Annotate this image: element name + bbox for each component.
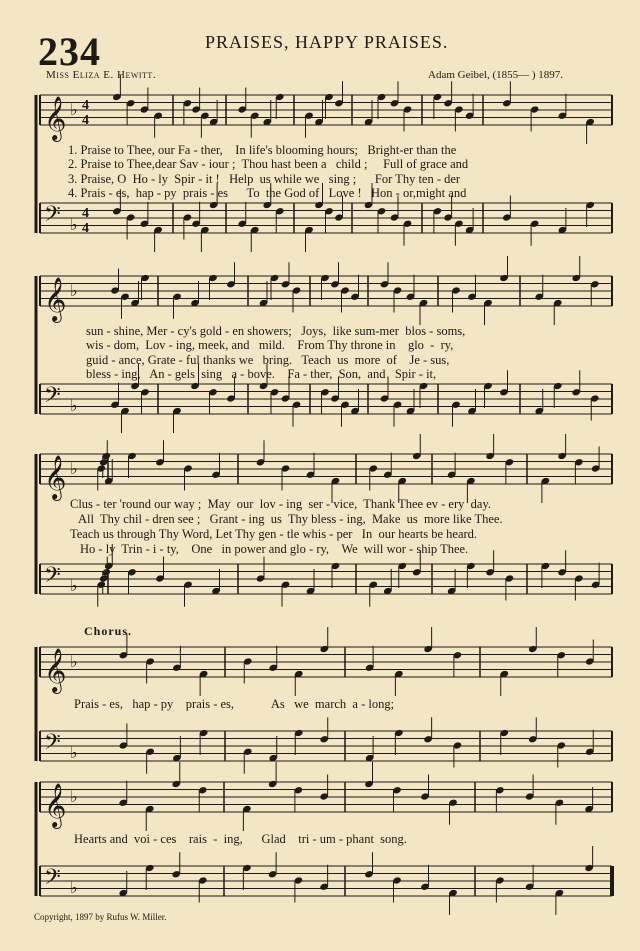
treble-clef-icon: 𝄞: [44, 648, 67, 692]
verse-3-line-b: guid - ance, Grate - ful thanks we bring. Teach us more of Je - sus,: [86, 353, 450, 367]
verse-1-line-a: 1. Praise to Thee, our Fa - ther, In life's blooming hours; Bright-er than the: [68, 143, 457, 157]
treble-clef-icon: 𝄞: [44, 455, 67, 499]
time-signature: 4: [82, 206, 89, 221]
bass-clef-icon: 𝄢: [44, 865, 61, 895]
flat-sign-icon: ♭: [70, 880, 78, 897]
time-signature: 4: [82, 113, 89, 128]
treble-clef-icon: 𝄞: [44, 96, 67, 140]
flat-sign-icon: ♭: [70, 283, 78, 300]
flat-sign-icon: ♭: [70, 654, 78, 671]
lyricist-credit: Miss Eliza E. Hewitt.: [46, 69, 157, 81]
verse-4-line-c: Ho - ly Trin - i - ty, One in power and glo - ry, We will wor - ship Thee.: [80, 542, 469, 556]
flat-sign-icon: ♭: [70, 745, 78, 762]
chorus-line-1: Prais - es, hap - py prais - es, As we march a - long;: [74, 697, 395, 711]
flat-sign-icon: ♭: [70, 217, 78, 234]
verse-2-line-a: 2. Praise to Thee,dear Sav - iour ; Thou hast been a child ; Full of grace and: [68, 157, 469, 171]
time-signature: 4: [82, 221, 89, 236]
bass-clef-icon: 𝄢: [44, 730, 61, 760]
verse-2-line-b: wis - dom, Lov - ing, meek, and mild. From Thy throne in glo - ry,: [86, 338, 454, 352]
bass-clef-icon: 𝄢: [44, 202, 61, 232]
flat-sign-icon: ♭: [70, 789, 78, 806]
chorus-heading: Chorus.: [84, 624, 133, 638]
verse-4-line-a: 4. Prais - es, hap - py prais - es To the God of Love ! Hon - or,might and: [68, 186, 467, 200]
verse-1-line-c: Clus - ter 'round our way ; May our lov - ing ser - vice, Thank Thee ev - ery day.: [70, 497, 492, 511]
flat-sign-icon: ♭: [70, 578, 78, 595]
verse-3-line-c: Teach us through Thy Word, Let Thy gen - tle whis - per In our hearts be heard.: [70, 527, 478, 541]
verse-3-line-a: 3. Praise, O Ho - ly Spir - it ! Help us while we sing ; For Thy ten - der: [68, 172, 461, 186]
verse-4-line-b: bless - ing, An - gels sing a - bove. Fa - ther, Son, and Spir - it,: [86, 367, 437, 381]
verse-2-line-c: All Thy chil - dren see ; Grant - ing us Thy bless - ing, Make us more like Thee.: [78, 512, 503, 526]
bass-clef-icon: 𝄢: [44, 383, 61, 413]
hymn-title: PRAISES, HAPPY PRAISES.: [205, 32, 449, 52]
chorus-line-2: Hearts and voi - ces rais - ing, Glad tri - um - phant song.: [74, 832, 407, 846]
flat-sign-icon: ♭: [70, 102, 78, 119]
copyright-notice: Copyright, 1897 by Rufus W. Miller.: [34, 912, 167, 922]
flat-sign-icon: ♭: [70, 398, 78, 415]
treble-clef-icon: 𝄞: [44, 783, 67, 827]
composer-credit: Adam Geibel, (1855— ) 1897.: [428, 69, 564, 81]
flat-sign-icon: ♭: [70, 461, 78, 478]
time-signature: 4: [82, 98, 89, 113]
treble-clef-icon: 𝄞: [44, 277, 67, 321]
hymn-number: 234: [38, 29, 101, 74]
bass-clef-icon: 𝄢: [44, 563, 61, 593]
verse-1-line-b: sun - shine, Mer - cy's gold - en showers; Joys, like sum-mer blos - soms,: [86, 324, 466, 338]
